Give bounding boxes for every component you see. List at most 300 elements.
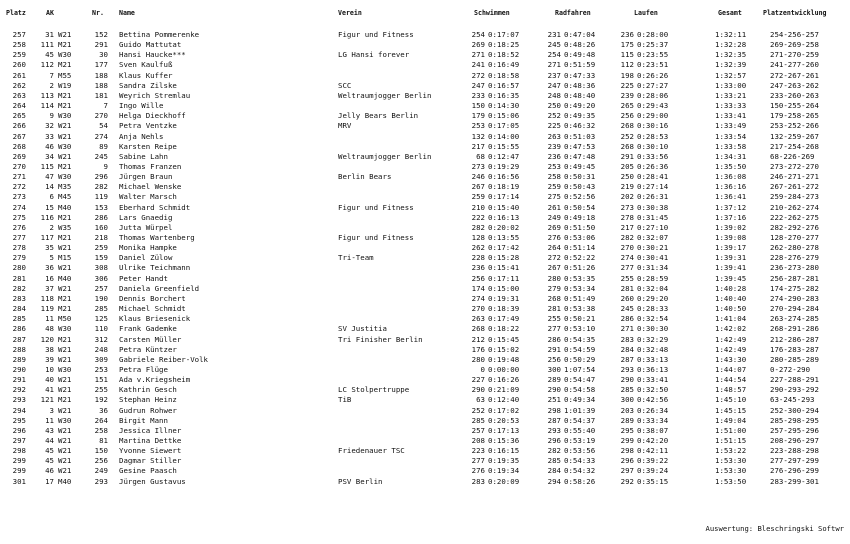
table-row [0,436,850,446]
cell-lp: 252 [620,131,634,141]
cell-rt: 0:48:40 [564,90,596,100]
cell-rp: 252 [547,111,561,121]
cell-platz: 299 [12,466,26,476]
cell-gesamt: 1:42:02 [715,324,747,334]
cell-lp: 203 [620,405,634,415]
cell-verein: Berlin Bears [338,172,392,182]
cell-st: 0:16:26 [488,375,520,385]
cell-ak-n: 113 [40,90,54,100]
cell-nr: 270 [94,111,108,121]
cell-pe: 228-276-279 [770,253,819,263]
cell-lp: 281 [620,283,634,293]
cell-name: Weyrich Stremlau [119,90,191,100]
cell-lt: 0:23:51 [637,60,669,70]
cell-ak-c: W21 [58,283,72,293]
table-row [0,263,850,273]
cell-ak-c: M21 [58,101,72,111]
table-row [0,111,850,121]
cell-pe: 241-277-260 [770,60,819,70]
cell-rp: 225 [547,121,561,131]
cell-rp: 255 [547,314,561,324]
cell-sp: 222 [471,212,485,222]
cell-pe: 233-260-263 [770,90,819,100]
table-row [0,50,850,60]
cell-ak-n: 112 [40,60,54,70]
cell-pe: 267-261-272 [770,182,819,192]
cell-gesamt: 1:53:50 [715,476,747,486]
header-platzentwicklung: Platzentwicklung [763,9,827,17]
cell-name: Petra Küntzer [119,344,177,354]
table-row [0,426,850,436]
cell-pe: 254-256-257 [770,30,819,39]
cell-sp: 262 [471,243,485,253]
cell-gesamt: 1:36:41 [715,192,747,202]
cell-lp: 277 [620,263,634,273]
cell-rp: 271 [547,60,561,70]
cell-st: 0:21:09 [488,385,520,395]
cell-name: Kathrin Gesch [119,385,177,395]
cell-pe: 246-271-271 [770,172,819,182]
cell-st: 0:15:00 [488,283,520,293]
cell-lt: 0:28:00 [637,30,669,39]
cell-gesamt: 1:42:49 [715,334,747,344]
cell-verein: LC Stolpertruppe [338,385,410,395]
cell-rp: 248 [547,90,561,100]
cell-lt: 0:26:36 [637,161,669,171]
cell-st: 0:13:55 [488,233,520,242]
cell-nr: 249 [94,466,108,476]
table-row [0,395,850,405]
cell-rp: 298 [547,405,561,415]
cell-ak-n: 41 [45,385,54,395]
table-row [0,406,850,416]
cell-name: Michael Schmidt [119,304,186,314]
cell-gesamt: 1:40:28 [715,283,747,293]
cell-gesamt: 1:48:57 [715,385,747,395]
table-row [0,335,850,345]
table-row [0,253,850,263]
cell-ak-c: W21 [58,375,72,385]
cell-name: Dagmar Stiller [119,456,182,466]
cell-rp: 245 [547,40,561,50]
cell-rp: 289 [547,375,561,385]
cell-name: Klaus Briesenick [119,314,191,324]
cell-ak-n: 11 [45,314,54,324]
cell-st: 0:20:53 [488,415,520,425]
cell-lt: 0:26:31 [637,192,669,202]
cell-lt: 0:27:10 [637,222,669,232]
cell-rp: 280 [547,273,561,283]
cell-ak-c: W21 [58,425,72,435]
cell-nr: 30 [99,50,108,60]
cell-verein: Figur und Fitness [338,202,414,212]
cell-lt: 0:33:41 [637,375,669,385]
cell-ak-n: 37 [45,283,54,293]
cell-ak-n: 14 [45,182,54,192]
cell-platz: 279 [12,253,26,263]
cell-rp: 254 [547,50,561,60]
cell-st: 0:20:02 [488,222,520,232]
table-row [0,132,850,142]
cell-st: 0:18:52 [488,50,520,60]
cell-ak-n: 48 [45,324,54,334]
cell-sp: 256 [471,273,485,283]
cell-sp: 210 [471,202,485,212]
cell-gesamt: 1:41:04 [715,314,747,324]
cell-gesamt: 1:53:22 [715,446,747,456]
cell-rp: 285 [547,456,561,466]
cell-lp: 250 [620,172,634,182]
cell-name: Jutta Würpel [119,222,173,232]
cell-lt: 0:42:11 [637,446,669,456]
cell-sp: 227 [471,375,485,385]
cell-st: 0:15:40 [488,202,520,212]
cell-st: 0:17:11 [488,273,520,283]
cell-lt: 0:26:26 [637,70,669,80]
cell-rt: 0:49:45 [564,161,596,171]
cell-pe: 283-299-301 [770,476,819,486]
cell-ak-n: 35 [45,243,54,253]
cell-ak-c: W21 [58,131,72,141]
cell-name: Hansi Haucke*** [119,50,186,60]
cell-sp: 63 [476,395,485,405]
cell-ak-n: 116 [40,212,54,222]
cell-pe: 253-252-266 [770,121,819,131]
cell-nr: 253 [94,364,108,374]
cell-rp: 277 [547,324,561,334]
cell-ak-n: 2 [49,222,54,232]
cell-lt: 0:32:04 [637,283,669,293]
cell-ak-n: 3 [49,405,54,415]
cell-ak-n: 9 [49,111,54,121]
cell-ak-c: M21 [58,60,72,70]
cell-nr: 274 [94,131,108,141]
table-row [0,91,850,101]
cell-pe: 212-286-287 [770,334,819,344]
cell-nr: 264 [94,415,108,425]
cell-sp: 223 [471,446,485,456]
cell-pe: 280-285-289 [770,354,819,364]
cell-platz: 270 [12,161,26,171]
cell-nr: 188 [94,70,108,80]
table-row [0,466,850,476]
cell-lt: 0:42:20 [637,436,669,445]
cell-nr: 81 [99,436,108,445]
cell-lt: 0:30:21 [637,243,669,253]
cell-nr: 285 [94,304,108,314]
cell-pe: 262-280-278 [770,243,819,253]
cell-name: Helga Dieckhoff [119,111,186,121]
cell-ak-c: M40 [58,202,72,212]
cell-lt: 0:28:59 [637,273,669,283]
cell-rp: 263 [547,131,561,141]
table-row [0,365,850,375]
cell-ak-c: W30 [58,141,72,151]
cell-rt: 0:54:47 [564,375,596,385]
cell-st: 0:12:40 [488,395,520,405]
cell-st: 0:17:42 [488,243,520,253]
cell-ak-c: W21 [58,456,72,466]
cell-rp: 249 [547,212,561,222]
cell-ak-c: M21 [58,395,72,405]
cell-sp: 283 [471,476,485,486]
cell-rp: 290 [547,385,561,395]
cell-lt: 0:32:50 [637,385,669,395]
cell-verein: PSV Berlin [338,476,383,486]
header-name: Name [119,9,135,17]
cell-name: Michael Wenske [119,182,182,192]
cell-rt: 0:47:48 [564,151,596,161]
cell-sp: 233 [471,90,485,100]
cell-ak-n: 120 [40,334,54,344]
cell-nr: 160 [94,222,108,232]
cell-nr: 248 [94,344,108,354]
cell-nr: 151 [94,375,108,385]
cell-sp: 285 [471,415,485,425]
cell-lt: 0:33:34 [637,415,669,425]
cell-name: Birgit Mann [119,415,168,425]
cell-rp: 237 [547,70,561,80]
cell-nr: 256 [94,456,108,466]
cell-name: Lars Gnaedig [119,212,173,222]
cell-rp: 258 [547,172,561,182]
cell-pe: 285-298-295 [770,415,819,425]
cell-rt: 0:54:58 [564,385,596,395]
cell-rt: 0:54:35 [564,334,596,344]
cell-lt: 0:29:20 [637,293,669,303]
cell-sp: 228 [471,253,485,263]
cell-ak-c: M21 [58,293,72,303]
cell-ak-c: M40 [58,476,72,486]
cell-rt: 0:51:59 [564,60,596,70]
table-row [0,345,850,355]
cell-rt: 0:54:59 [564,344,596,354]
cell-rp: 253 [547,161,561,171]
cell-rp: 268 [547,293,561,303]
cell-gesamt: 1:44:07 [715,364,747,374]
cell-nr: 177 [94,60,108,70]
cell-sp: 267 [471,182,485,192]
cell-platz: 283 [12,293,26,303]
cell-sp: 282 [471,222,485,232]
cell-sp: 254 [471,30,485,39]
cell-lp: 255 [620,273,634,283]
cell-nr: 286 [94,212,108,222]
cell-st: 0:15:28 [488,253,520,263]
cell-ak-c: W30 [58,111,72,121]
cell-name: Daniela Greenfield [119,283,200,293]
cell-sp: 68 [476,151,485,161]
table-row [0,385,850,395]
cell-gesamt: 1:33:58 [715,141,747,151]
cell-pe: 269-269-258 [770,40,819,50]
cell-lp: 270 [620,243,634,253]
cell-platz: 293 [12,395,26,405]
cell-lt: 0:29:00 [637,111,669,121]
cell-ak-c: W21 [58,436,72,445]
cell-rp: 282 [547,446,561,456]
cell-gesamt: 1:45:15 [715,405,747,415]
header-ak: AK [46,9,54,17]
cell-rp: 281 [547,304,561,314]
cell-platz: 286 [12,324,26,334]
cell-rp: 284 [547,466,561,476]
cell-rt: 0:50:31 [564,172,596,182]
cell-lp: 273 [620,202,634,212]
cell-pe: 282-292-276 [770,222,819,232]
cell-rp: 250 [547,101,561,111]
cell-sp: 268 [471,324,485,334]
cell-pe: 277-297-299 [770,456,819,466]
cell-ak-c: W30 [58,364,72,374]
table-row [0,233,850,243]
cell-st: 0:17:05 [488,121,520,131]
cell-ak-n: 111 [40,40,54,50]
cell-ak-c: M21 [58,233,72,242]
cell-lp: 236 [620,30,634,39]
cell-pe: 236-273-280 [770,263,819,273]
cell-lt: 0:30:38 [637,202,669,212]
table-row [0,294,850,304]
cell-rt: 0:47:33 [564,70,596,80]
cell-ak-n: 43 [45,425,54,435]
cell-gesamt: 1:39:41 [715,263,747,273]
cell-name: Dennis Borchert [119,293,186,303]
cell-ak-n: 33 [45,131,54,141]
cell-nr: 7 [103,101,108,111]
cell-sp: 176 [471,344,485,354]
cell-nr: 293 [94,476,108,486]
cell-rp: 300 [547,364,561,374]
cell-rp: 251 [547,395,561,405]
cell-pe: 259-284-273 [770,192,819,202]
cell-sp: 236 [471,263,485,273]
cell-rt: 0:49:35 [564,111,596,121]
cell-ak-c: M21 [58,161,72,171]
cell-verein: Weltraumjogger Berlin [338,151,432,161]
cell-name: Anja Nehls [119,131,164,141]
cell-platz: 262 [12,80,26,90]
cell-ak-c: W21 [58,243,72,253]
cell-rt: 0:52:56 [564,192,596,202]
cell-platz: 263 [12,90,26,100]
table-row [0,203,850,213]
cell-gesamt: 1:44:54 [715,375,747,385]
cell-ak-c: W30 [58,172,72,182]
cell-ak-c: M50 [58,314,72,324]
cell-rt: 0:51:03 [564,131,596,141]
cell-nr: 119 [94,192,108,202]
cell-lp: 286 [620,314,634,324]
cell-sp: 253 [471,121,485,131]
cell-platz: 297 [12,436,26,445]
cell-sp: 128 [471,233,485,242]
cell-sp: 241 [471,60,485,70]
cell-ak-c: W35 [58,222,72,232]
cell-nr: 218 [94,233,108,242]
cell-st: 0:18:39 [488,304,520,314]
cell-st: 0:19:48 [488,354,520,364]
cell-lt: 0:36:13 [637,364,669,374]
cell-st: 0:16:57 [488,80,520,90]
cell-rp: 239 [547,141,561,151]
cell-nr: 255 [94,385,108,395]
table-row [0,81,850,91]
cell-ak-c: W21 [58,30,72,39]
cell-rp: 264 [547,243,561,253]
cell-gesamt: 1:34:31 [715,151,747,161]
cell-st: 0:18:19 [488,182,520,192]
cell-gesamt: 1:36:16 [715,182,747,192]
cell-nr: 296 [94,172,108,182]
cell-rt: 0:55:40 [564,425,596,435]
cell-sp: 269 [471,40,485,50]
cell-lp: 298 [620,446,634,456]
cell-name: Klaus Kuffer [119,70,173,80]
cell-name: Martina Dettke [119,436,182,445]
cell-lt: 0:33:56 [637,151,669,161]
cell-gesamt: 1:40:40 [715,293,747,303]
cell-rp: 291 [547,344,561,354]
cell-platz: 278 [12,243,26,253]
cell-st: 0:17:13 [488,425,520,435]
cell-st: 0:18:22 [488,324,520,334]
cell-ak-n: 121 [40,395,54,405]
cell-pe: 150-255-264 [770,101,819,111]
cell-lp: 217 [620,222,634,232]
cell-sp: 280 [471,354,485,364]
cell-name: Guido Mattutat [119,40,182,50]
cell-ak-n: 10 [45,364,54,374]
cell-gesamt: 1:35:50 [715,161,747,171]
cell-nr: 110 [94,324,108,334]
cell-lp: 274 [620,253,634,263]
cell-platz: 271 [12,172,26,182]
cell-ak-n: 2 [49,80,54,90]
cell-nr: 159 [94,253,108,263]
cell-nr: 306 [94,273,108,283]
cell-platz: 257 [12,30,26,39]
table-row [0,284,850,294]
cell-rt: 0:53:35 [564,273,596,283]
cell-rt: 1:07:54 [564,364,596,374]
cell-name: Gabriele Reiber-Volk [119,354,208,364]
cell-platz: 265 [12,111,26,121]
cell-st: 0:15:02 [488,344,520,354]
cell-ak-n: 11 [45,415,54,425]
cell-sp: 257 [471,425,485,435]
cell-verein: Tri Finisher Berlin [338,334,423,344]
cell-pe: 256-287-281 [770,273,819,283]
table-row [0,223,850,233]
cell-lt: 0:39:24 [637,466,669,476]
cell-gesamt: 1:33:49 [715,121,747,131]
cell-pe: 223-288-298 [770,446,819,456]
cell-gesamt: 1:32:35 [715,50,747,60]
cell-lt: 0:30:10 [637,141,669,151]
cell-nr: 190 [94,293,108,303]
cell-platz: 287 [12,334,26,344]
cell-rt: 0:51:49 [564,293,596,303]
header-radfahren: Radfahren [555,9,591,17]
cell-pe: 0-272-290 [770,364,811,374]
cell-lt: 0:29:43 [637,101,669,111]
cell-lp: 285 [620,385,634,395]
cell-ak-n: 7 [49,70,54,80]
cell-sp: 0 [480,364,485,374]
cell-lp: 198 [620,70,634,80]
cell-st: 0:20:09 [488,476,520,486]
